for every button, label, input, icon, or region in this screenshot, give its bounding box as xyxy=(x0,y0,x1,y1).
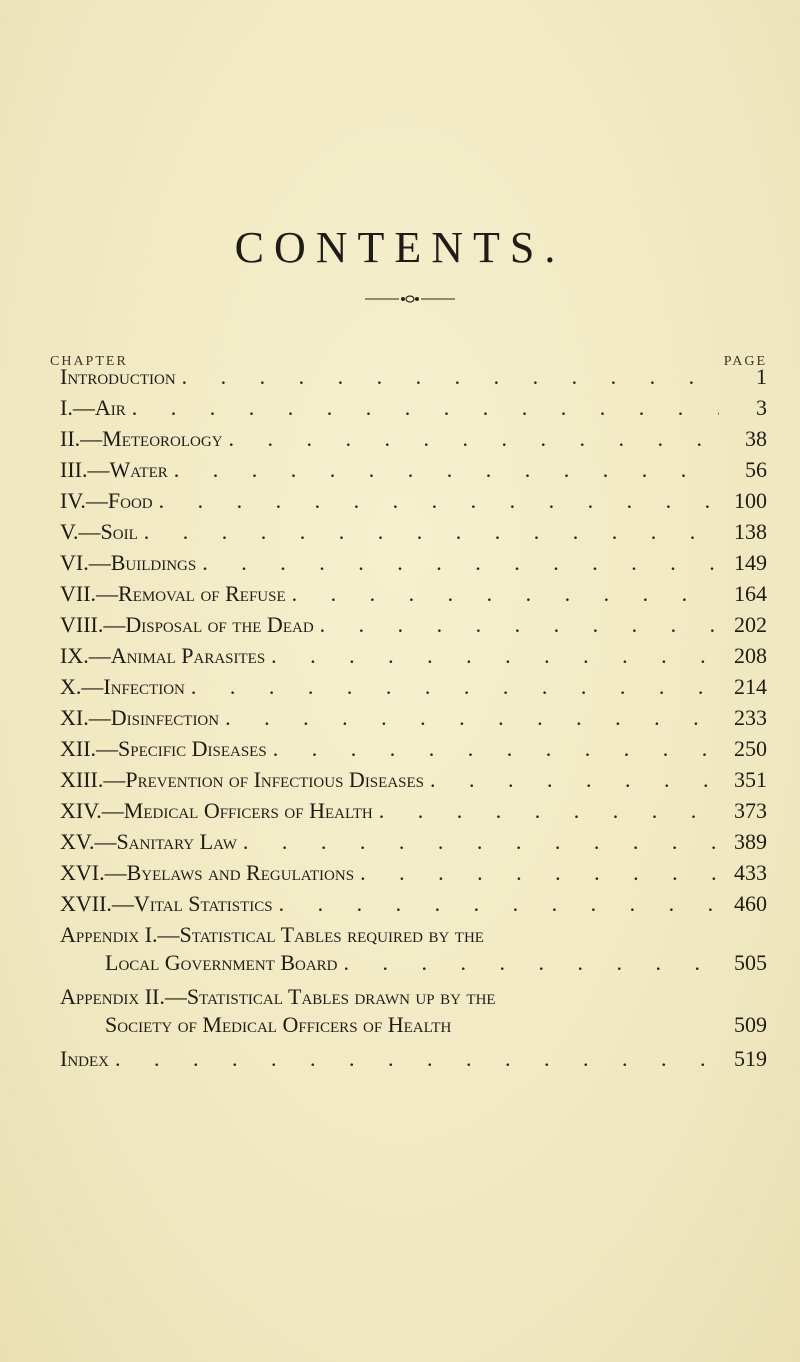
toc-entry-page: 460 xyxy=(734,891,767,916)
toc-entry-page: 3 xyxy=(756,395,767,420)
toc-entry xyxy=(60,457,767,487)
leader-dots xyxy=(144,519,719,545)
toc-entry xyxy=(60,426,767,456)
leader-dots xyxy=(320,612,719,638)
toc-entry-label: IX.—Animal Parasites xyxy=(60,643,266,668)
toc-entry-page: 351 xyxy=(734,767,767,792)
toc-entry xyxy=(60,736,767,766)
toc-entry xyxy=(60,550,767,580)
ornament-divider-icon xyxy=(365,293,455,305)
toc-entry xyxy=(60,798,767,828)
leader-dots xyxy=(174,457,719,483)
toc-entry xyxy=(60,364,767,394)
toc-entry xyxy=(60,581,767,611)
toc-entry-page: 233 xyxy=(734,705,767,730)
toc-entry-page: 433 xyxy=(734,860,767,885)
appendix-title-line2: Local Government Board xyxy=(105,950,338,975)
toc-entry-label: XII.—Specific Diseases xyxy=(60,736,267,761)
toc-entry xyxy=(60,705,767,735)
toc-entry xyxy=(60,395,767,425)
toc-entry-page: 100 xyxy=(734,488,767,513)
toc-entry xyxy=(60,891,767,921)
toc-entry xyxy=(60,674,767,704)
appendix-title-line1: Appendix I.—Statistical Tables required by the xyxy=(60,922,484,947)
toc-entry-label: V.—Soil xyxy=(60,519,138,544)
toc-entry xyxy=(60,519,767,549)
toc-entry xyxy=(60,860,767,890)
leader-dots xyxy=(229,426,719,452)
toc-entry xyxy=(60,1046,767,1076)
toc-entry-label: XVII.—Vital Statistics xyxy=(60,891,273,916)
leader-dots xyxy=(191,674,719,700)
leader-dots xyxy=(360,860,719,886)
toc-entry-label: XVI.—Byelaws and Regulations xyxy=(60,860,355,885)
toc-entry-label: II.—Meteorology xyxy=(60,426,223,451)
page-title: CONTENTS. xyxy=(234,223,566,272)
toc-entry-label: VI.—Buildings xyxy=(60,550,197,575)
leader-dots xyxy=(430,767,719,793)
leader-dots xyxy=(182,364,719,390)
leader-dots xyxy=(292,581,719,607)
toc-entry-page: 208 xyxy=(734,643,767,668)
toc-entry-page: 505 xyxy=(734,950,767,975)
leader-dots xyxy=(379,798,719,824)
toc-entry-label: Introduction xyxy=(60,364,176,389)
toc-entry-page: 202 xyxy=(734,612,767,637)
toc-entry xyxy=(60,829,767,859)
leader-dots xyxy=(271,643,719,669)
toc-appendix-entry xyxy=(60,922,767,982)
toc-entry xyxy=(60,643,767,673)
toc-entry-page: 38 xyxy=(745,426,767,451)
leader-dots xyxy=(273,736,719,762)
toc-entry-page: 138 xyxy=(734,519,767,544)
leader-dots xyxy=(344,950,720,976)
toc-entry-label: XIII.—Prevention of Infectious Diseases xyxy=(60,767,424,792)
toc-entry-label: XI.—Disinfection xyxy=(60,705,220,730)
leader-dots xyxy=(225,705,719,731)
toc-entry-label: I.—Air xyxy=(60,395,126,420)
toc-entry-label: XV.—Sanitary Law xyxy=(60,829,237,854)
toc-entry-label: IV.—Food xyxy=(60,488,153,513)
toc-entry-label: VIII.—Disposal of the Dead xyxy=(60,612,314,637)
toc-appendix-entry xyxy=(60,984,767,1044)
toc-entry-page: 214 xyxy=(734,674,767,699)
toc-entry-label: X.—Infection xyxy=(60,674,185,699)
toc-entry xyxy=(60,767,767,797)
toc-entry-label: VII.—Removal of Refuse xyxy=(60,581,286,606)
toc-entry-page: 149 xyxy=(734,550,767,575)
toc-entry-label: III.—Water xyxy=(60,457,168,482)
toc-entry xyxy=(60,612,767,642)
leader-dots xyxy=(132,395,719,421)
leader-dots xyxy=(159,488,719,514)
toc-entry-page: 1 xyxy=(756,364,767,389)
toc-entry-page: 250 xyxy=(734,736,767,761)
toc-entry-page: 373 xyxy=(734,798,767,823)
appendix-title-line2: Society of Medical Officers of Health xyxy=(105,1012,452,1037)
toc-entry-page: 389 xyxy=(734,829,767,854)
toc-entry xyxy=(60,488,767,518)
toc-entry-page: 164 xyxy=(734,581,767,606)
chapter-column-header: CHAPTER xyxy=(50,354,128,369)
leader-dots xyxy=(202,550,719,576)
page-column-header: PAGE xyxy=(723,354,767,369)
leader-dots xyxy=(279,891,719,917)
toc-entry-label: XIV.—Medical Officers of Health xyxy=(60,798,373,823)
leader-dots xyxy=(243,829,719,855)
toc-entry-page: 509 xyxy=(734,1012,767,1037)
toc-entry-label: Index xyxy=(60,1046,109,1071)
toc-entry-page: 56 xyxy=(745,457,767,482)
appendix-title-line1: Appendix II.—Statistical Tables drawn up by the xyxy=(60,984,496,1009)
leader-dots xyxy=(115,1046,719,1072)
toc-entry-page: 519 xyxy=(734,1046,767,1071)
